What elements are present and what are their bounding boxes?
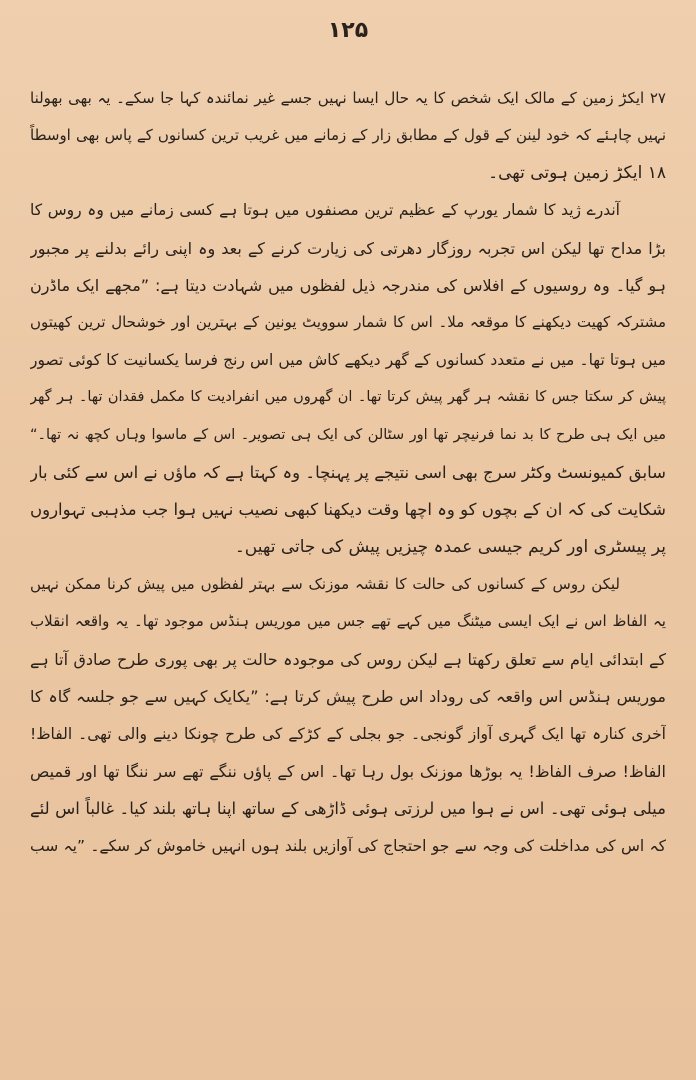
text-line: یہ الفاظ اس نے ایک ایسی میٹنگ میں کہے تھے جس میں موریس ہنڈس موجود تھا۔ یہ واقعہ انقلاب xyxy=(30,612,666,631)
text-line: آندرے ژید کا شمار یورپ کے عظیم ترین مصنفوں میں ہوتا ہے کسی زمانے میں وہ روس کا xyxy=(30,201,620,220)
text-line: پیش کر سکتا جس کا نقشہ ہر گھر پیش کرتا تھا۔ ان گھروں میں انفرادیت کا مکمل فقدان تھا۔ ہر گھر xyxy=(30,389,666,406)
text-line: الفاظ! صرف الفاظ! یہ بوڑھا موزنک بول رہا تھا۔ اس کے پاؤں ننگے تھے سر ننگا تھا اور قمیص xyxy=(30,762,666,782)
text-line: ہو گیا۔ وہ روسیوں کے افلاس کی مندرجہ ذیل لفظوں میں شہادت دیتا ہے: ”مجھے ایک ماڈرن xyxy=(30,275,666,295)
text-line: ۲۷ ایکڑ زمین کے مالک ایک شخص کا یہ حال ایسا نہیں جسے غیر نمائندہ کہا جا سکے۔ یہ بھی بھولنا xyxy=(30,89,666,107)
text-line: شکایت کی کہ ان کے بچوں کو وہ اچھا وقت دیکھنا کبھی نصیب نہیں ہوا جب مذہبی تہواروں xyxy=(30,500,666,520)
text-line: میں ایک ہی طرح کا بد نما فرنیچر تھا اور سٹالن کی ایک ہی تصویر۔ اس کے ماسوا وہاں کچھ نہ تھا۔“ xyxy=(30,426,666,443)
text-line: سابق کمیونسٹ وکٹر سرج بھی اسی نتیجے پر پہنچا۔ وہ کہتا ہے کہ ماؤں نے اس سے کئی بار xyxy=(30,462,666,482)
text-line: نہیں چاہئے کہ خود لینن کے قول کے مطابق زار کے زمانے میں غریب ترین کسانوں کے پاس بھی اوسطاً xyxy=(30,126,666,145)
text-line: کہ اس کی مداخلت کی وجہ سے جو احتجاج کی آوازیں بلند ہوں انہیں خاموش کر سکے۔ ”یہ سب xyxy=(30,836,666,855)
text-line: میں ہوتا تھا۔ میں نے متعدد کسانوں کے گھر دیکھے کاش میں اس رنج فرسا یکسانیت کا کوئی تصور xyxy=(30,350,666,369)
text-line: موریس ہنڈس اس واقعہ کی روداد اس طرح پیش کرتا ہے: ”یکایک کہیں سے جو جلسہ گاہ کا xyxy=(30,687,666,707)
text-line: مشترکہ کھیت دیکھنے کا موقعہ ملا۔ اس کا شمار سوویٹ یونین کے بہترین اور خوشحال ترین کھیتوں xyxy=(30,313,666,332)
body-text xyxy=(30,80,666,865)
text-line: پر پیسٹری اور کریم جیسی عمدہ چیزیں پیش کی جاتی تھیں۔ xyxy=(234,536,666,557)
text-line: بڑا مداح تھا لیکن اس تجربہ روزگار دھرتی کی زیارت کرنے کے بعد وہ اپنی رائے بدلنے پر مجبور xyxy=(30,238,666,258)
text-line: ۱۸ ایکڑ زمین ہوتی تھی۔ xyxy=(488,162,666,183)
page-number: ۱۲۵ xyxy=(327,18,369,43)
text-line: کے ابتدائی ایام سے تعلق رکھتا ہے لیکن روس کی موجودہ حالت پر بھی پوری طرح صادق آتا ہے xyxy=(30,649,666,669)
text-line: لیکن روس کے کسانوں کی حالت کا نقشہ موزنک سے بہتر لفظوں میں پیش کرنا ممکن نہیں xyxy=(30,575,620,594)
text-line: میلی ہوئی تھی۔ اس نے ہوا میں لرزتی ہوئی ڈاڑھی کے ساتھ اپنا ہاتھ بلند کیا۔ غالباً اس لئے xyxy=(30,799,666,819)
text-line: آخری کنارہ تھا ایک گہری آواز گونجی۔ جو بجلی کے کڑکے کی طرح چونکا دینے والی تھی۔ الفاظ! xyxy=(30,724,666,743)
